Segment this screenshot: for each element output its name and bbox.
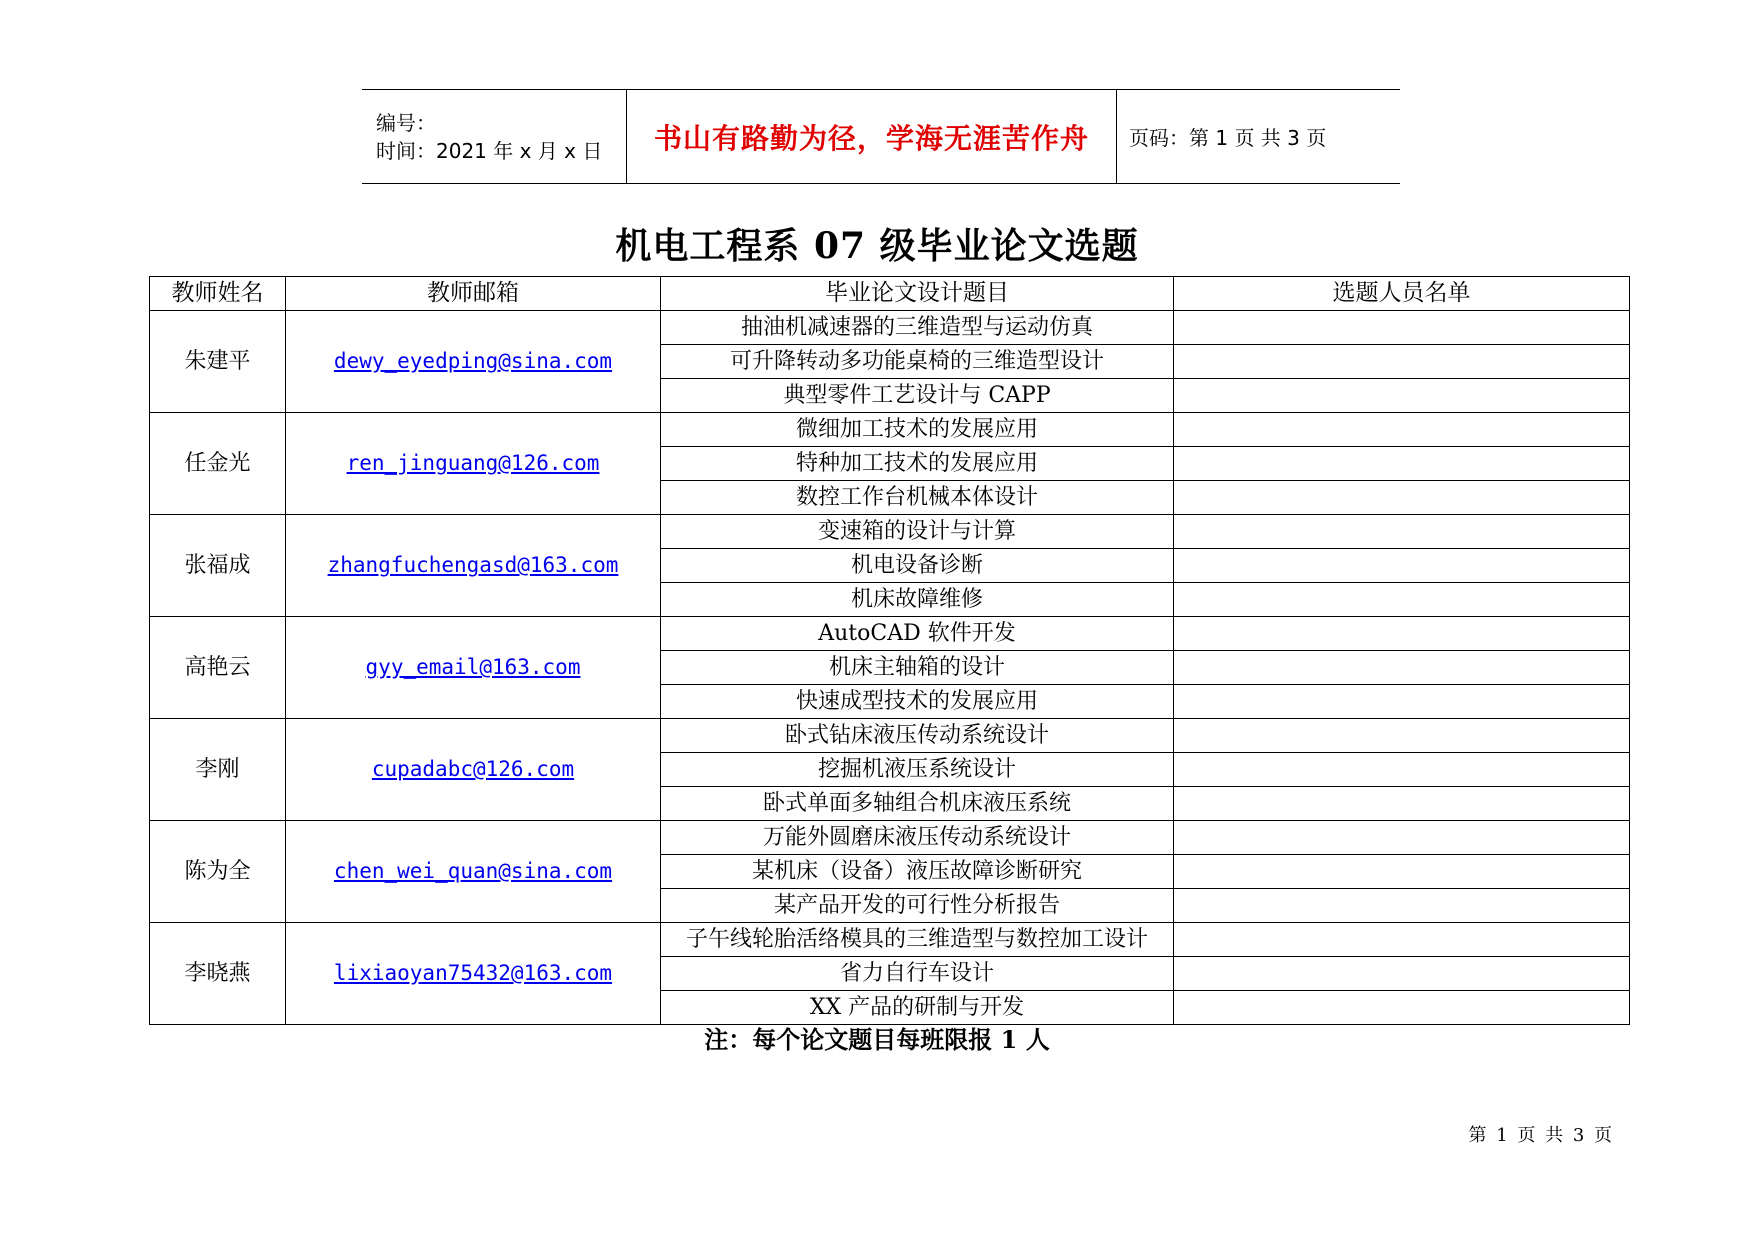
selected-students-cell[interactable] (1174, 753, 1630, 787)
header-page-number: 页码：第 1 页 共 3 页 (1129, 126, 1327, 150)
selected-students-cell[interactable] (1174, 549, 1630, 583)
teacher-email-link[interactable]: lixiaoyan75432@163.com (333, 961, 613, 985)
thesis-topic: 省力自行车设计 (661, 957, 1174, 991)
thesis-topic: 万能外圆磨床液压传动系统设计 (661, 821, 1174, 855)
teacher-email-cell (286, 821, 661, 923)
teacher-name: 李晓燕 (150, 923, 286, 1025)
selected-students-cell[interactable] (1174, 685, 1630, 719)
selected-students-cell[interactable] (1174, 413, 1630, 447)
document-title: 机电工程系 07 级毕业论文选题 (615, 225, 1139, 267)
teacher-email-link[interactable]: gyy_email@163.com (365, 655, 581, 679)
thesis-topic: 挖掘机液压系统设计 (661, 753, 1174, 787)
thesis-topic: 典型零件工艺设计与 CAPP (661, 379, 1174, 413)
document-number-label: 编号： (376, 110, 436, 135)
document-date: 时间：2021 年 x 月 x 日 (376, 138, 603, 163)
teacher-email-cell (286, 413, 661, 515)
thesis-topic: 可升降转动多功能桌椅的三维造型设计 (661, 345, 1174, 379)
table-row (150, 515, 1630, 549)
selected-students-cell[interactable] (1174, 447, 1630, 481)
header-info-cell (362, 90, 627, 183)
motto-text: 书山有路勤为径，学海无涯苦作舟 (653, 121, 1089, 155)
selected-students-cell[interactable] (1174, 311, 1630, 345)
selected-students-cell[interactable] (1174, 583, 1630, 617)
thesis-topic: 子午线轮胎活络模具的三维造型与数控加工设计 (661, 923, 1174, 957)
selected-students-cell[interactable] (1174, 821, 1630, 855)
teacher-name: 李刚 (150, 719, 286, 821)
thesis-topic: 变速箱的设计与计算 (661, 515, 1174, 549)
selected-students-cell[interactable] (1174, 515, 1630, 549)
teacher-email-cell (286, 515, 661, 617)
selected-students-cell[interactable] (1174, 855, 1630, 889)
teacher-email-link[interactable]: dewy_eyedping@sina.com (333, 349, 613, 373)
table-header-row (150, 277, 1630, 311)
header-page-cell (1117, 90, 1400, 183)
thesis-topic: XX 产品的研制与开发 (661, 991, 1174, 1025)
table-row (150, 311, 1630, 345)
selected-students-cell[interactable] (1174, 345, 1630, 379)
teacher-name: 张福成 (150, 515, 286, 617)
selected-students-cell[interactable] (1174, 787, 1630, 821)
teacher-name: 任金光 (150, 413, 286, 515)
thesis-topic: 某机床（设备）液压故障诊断研究 (661, 855, 1174, 889)
teacher-email-cell (286, 923, 661, 1025)
table-row (150, 923, 1630, 957)
thesis-topic: 特种加工技术的发展应用 (661, 447, 1174, 481)
header-motto-cell (627, 90, 1117, 183)
thesis-topic: 某产品开发的可行性分析报告 (661, 889, 1174, 923)
table-row (150, 821, 1630, 855)
thesis-topic: 快速成型技术的发展应用 (661, 685, 1174, 719)
selected-students-cell[interactable] (1174, 651, 1630, 685)
teacher-email-cell (286, 719, 661, 821)
teacher-email-cell (286, 311, 661, 413)
topics-table (149, 276, 1630, 1025)
thesis-topic: AutoCAD 软件开发 (661, 617, 1174, 651)
teacher-email-cell (286, 617, 661, 719)
teacher-email-link[interactable]: chen_wei_quan@sina.com (333, 859, 613, 883)
selected-students-cell[interactable] (1174, 923, 1630, 957)
thesis-topic: 数控工作台机械本体设计 (661, 481, 1174, 515)
selected-students-cell[interactable] (1174, 957, 1630, 991)
header-teacher-name: 教师姓名 (150, 277, 286, 311)
selected-students-cell[interactable] (1174, 617, 1630, 651)
selected-students-cell[interactable] (1174, 719, 1630, 753)
table-row (150, 719, 1630, 753)
thesis-topic: 卧式单面多轴组合机床液压系统 (661, 787, 1174, 821)
thesis-topic: 微细加工技术的发展应用 (661, 413, 1174, 447)
header-thesis-topic: 毕业论文设计题目 (661, 277, 1174, 311)
thesis-topic: 机床故障维修 (661, 583, 1174, 617)
footnote: 注：每个论文题目每班限报 1 人 (704, 1025, 1050, 1054)
teacher-name: 高艳云 (150, 617, 286, 719)
teacher-email-link[interactable]: ren_jinguang@126.com (346, 451, 600, 475)
teacher-email-link[interactable]: zhangfuchengasd@163.com (327, 553, 619, 577)
thesis-topic: 卧式钻床液压传动系统设计 (661, 719, 1174, 753)
selected-students-cell[interactable] (1174, 481, 1630, 515)
thesis-topic: 机床主轴箱的设计 (661, 651, 1174, 685)
table-row (150, 617, 1630, 651)
thesis-topic: 机电设备诊断 (661, 549, 1174, 583)
selected-students-cell[interactable] (1174, 379, 1630, 413)
thesis-topic: 抽油机减速器的三维造型与运动仿真 (661, 311, 1174, 345)
header-teacher-email: 教师邮箱 (286, 277, 661, 311)
teacher-email-link[interactable]: cupadabc@126.com (371, 757, 575, 781)
page-footer: 第 1 页 共 3 页 (1468, 1125, 1614, 1146)
teacher-name: 陈为全 (150, 821, 286, 923)
header-band (362, 89, 1400, 184)
teacher-name: 朱建平 (150, 311, 286, 413)
table-body (150, 311, 1630, 1025)
table-row (150, 413, 1630, 447)
selected-students-cell[interactable] (1174, 889, 1630, 923)
header-selected-students: 选题人员名单 (1174, 277, 1630, 311)
